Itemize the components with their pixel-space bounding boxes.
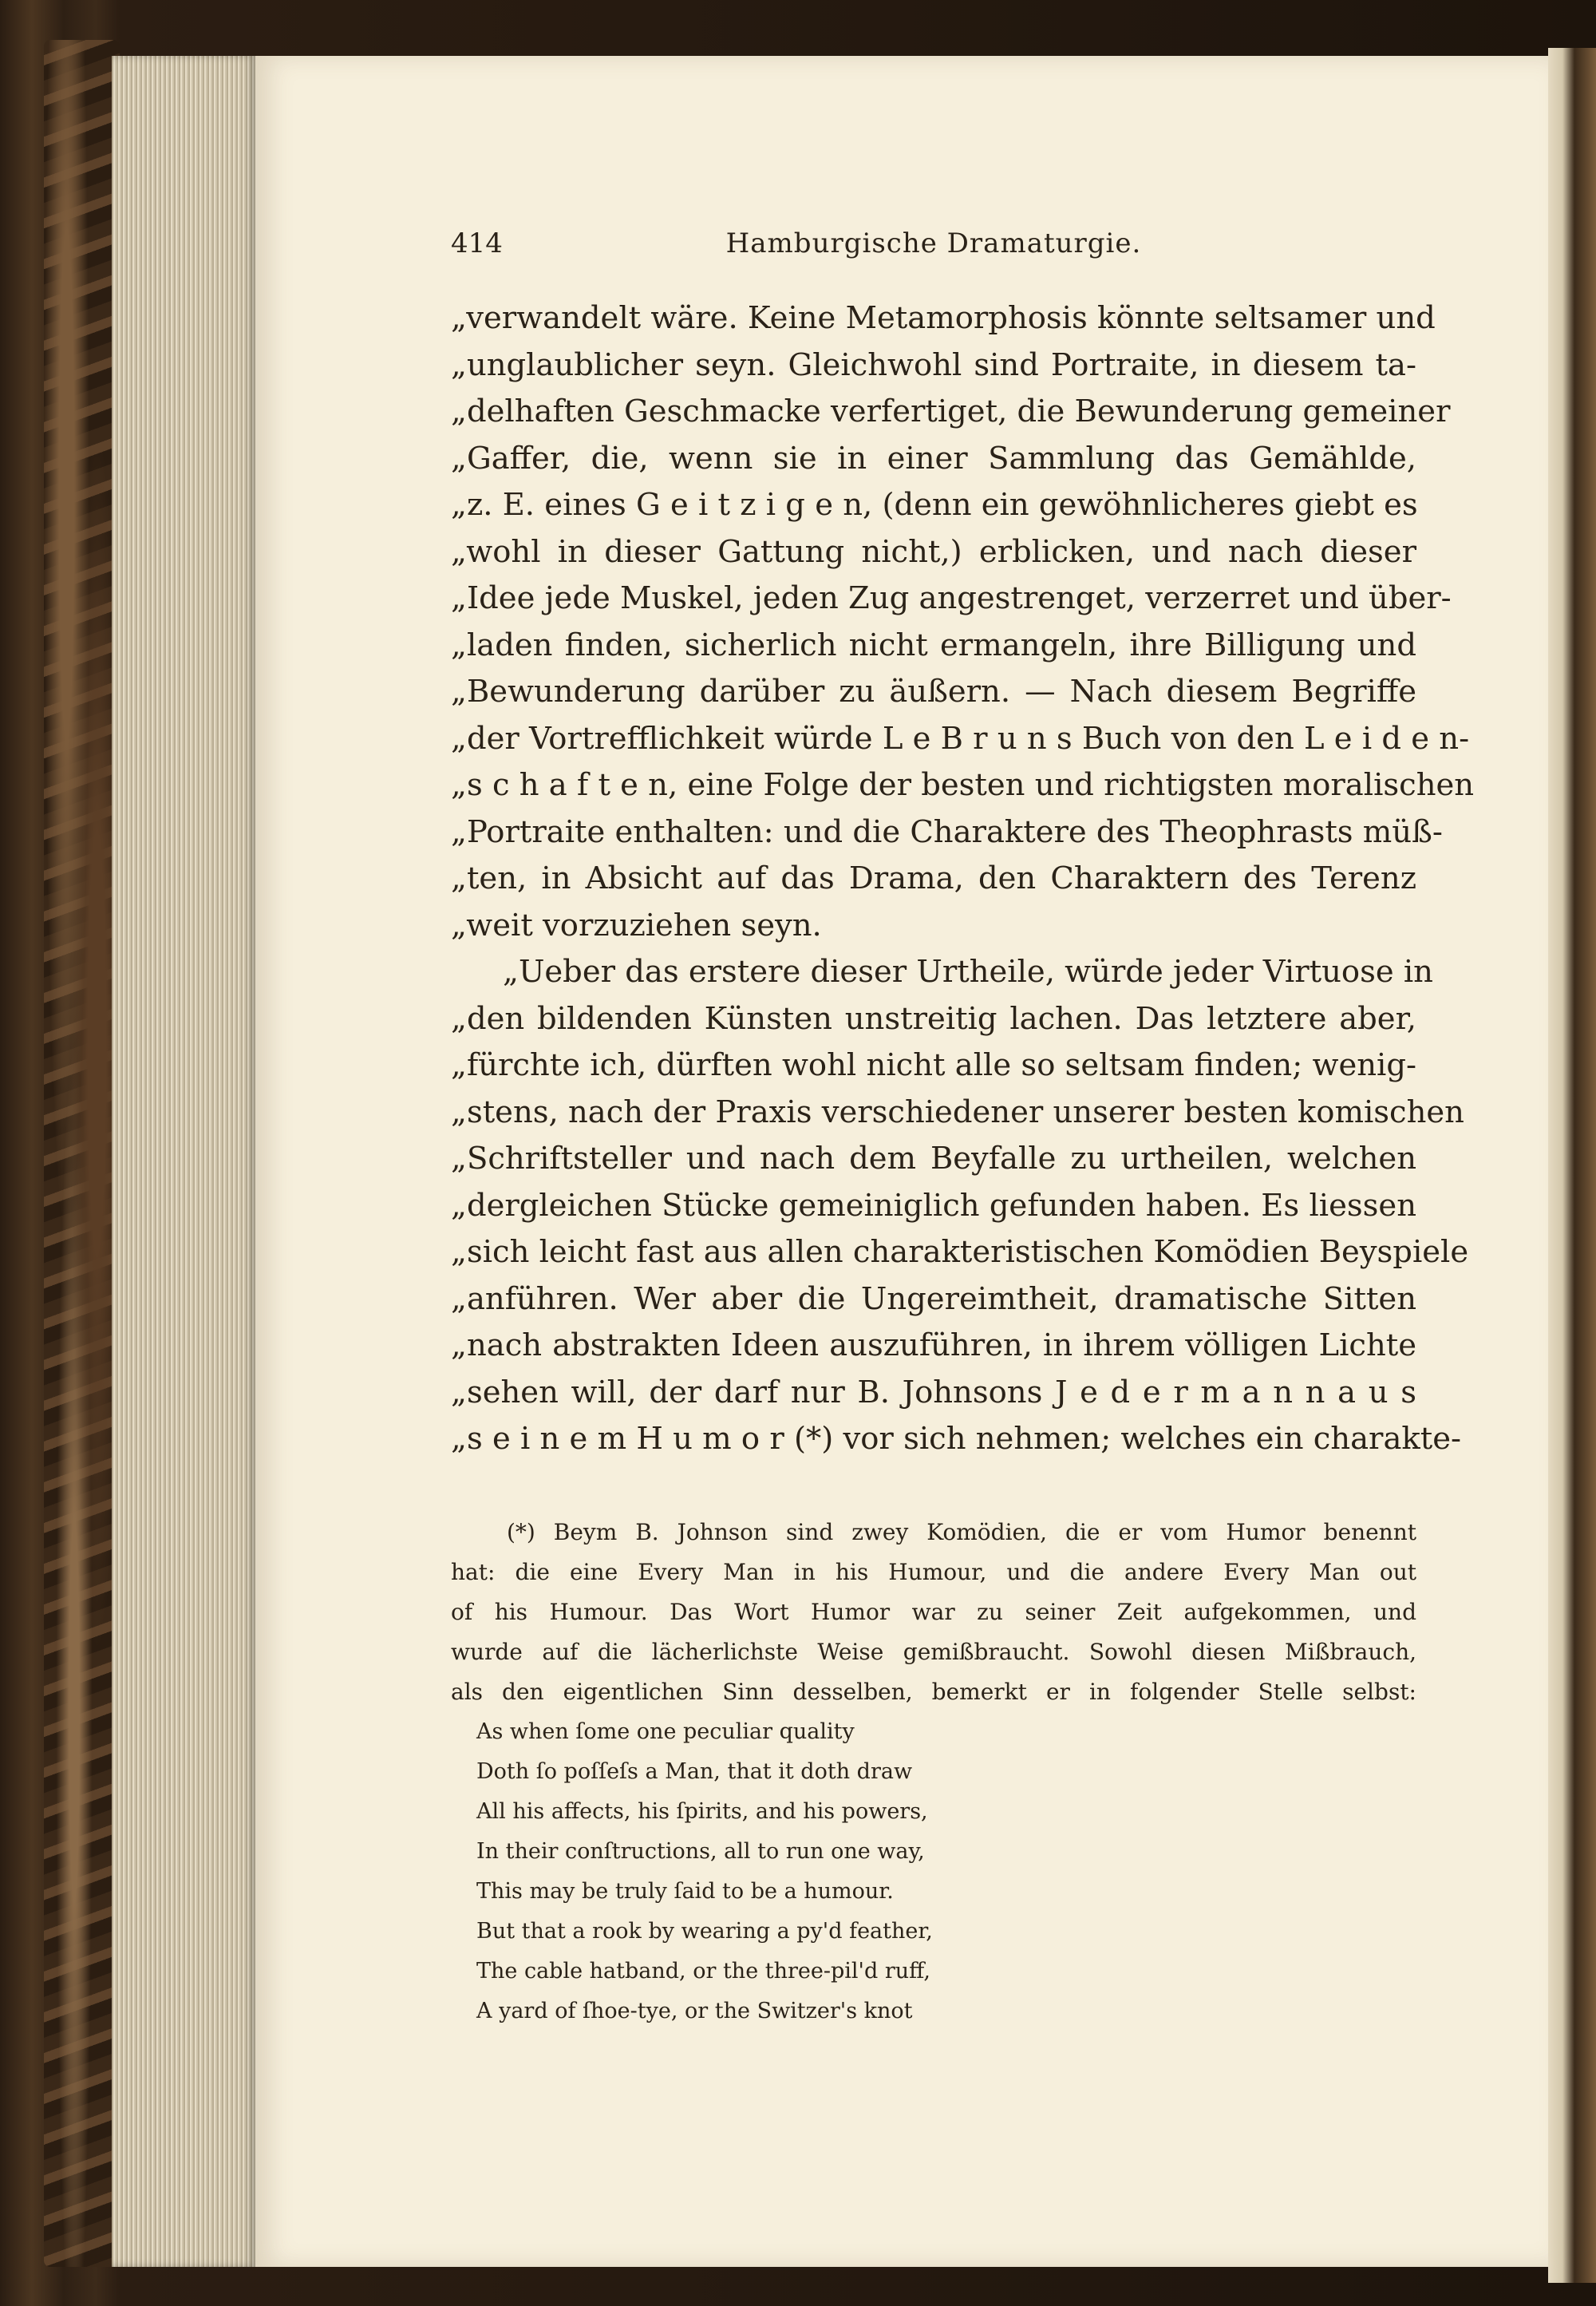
footnote xyxy=(451,1513,1416,2031)
text-line: „fürchte ich, dürften wohl nicht alle so seltsam finden; wenig- xyxy=(451,1047,1416,1083)
text-line: „s c h a f t e n, eine Folge der besten und richtigsten moralischen xyxy=(451,767,1475,803)
facing-page-edge xyxy=(1548,48,1596,2283)
text-line: „delhaften Geschmacke verfertiget, die Bewunderung gemeiner xyxy=(451,394,1451,429)
text-line: „stens, nach der Praxis verschiedener unserer besten komischen xyxy=(451,1094,1464,1130)
footnote-line: (*) Beym B. Johnson sind zwey Komödien, die er vom Humor benennt xyxy=(507,1519,1416,1545)
text-line: „Ueber das erstere dieser Urtheile, würde jeder Virtuose in xyxy=(503,954,1433,990)
verse-line: This may be truly ſaid to be a humour. xyxy=(476,1879,894,1904)
verse-line: All his affects, his ſpirits, and his powers, xyxy=(476,1799,928,1824)
verse-quote xyxy=(451,1712,1416,2031)
text-line: „verwandelt wäre. Keine Metamorphosis könnte seltsamer und xyxy=(451,300,1436,336)
text-line: „sehen will, der darf nur B. Johnsons J e d e r m a n n a u s xyxy=(451,1374,1416,1410)
verse-line: The cable hatband, or the three-pil'd ruff, xyxy=(476,1959,930,1984)
running-title: Hamburgische Dramaturgie. xyxy=(725,227,1142,259)
page-number: 414 xyxy=(451,227,503,259)
page-header xyxy=(451,227,1416,267)
footnote-line: of his Humour. Das Wort Humor war zu seiner Zeit aufgekommen, und xyxy=(451,1599,1416,1625)
footnote-line: als den eigentlichen Sinn desselben, bemerkt er in folgender Stelle selbst: xyxy=(451,1679,1416,1705)
text-line: „Gaffer, die, wenn sie in einer Sammlung das Gemählde, xyxy=(451,440,1416,477)
text-line: „unglaublicher seyn. Gleichwohl sind Portraite, in diesem ta- xyxy=(451,346,1416,383)
text-line: „sich leicht fast aus allen charakteristischen Komödien Beyspiele xyxy=(451,1234,1469,1270)
text-line: „z. E. eines G e i t z i g e n, (denn ein gewöhnlicheres giebt es xyxy=(451,487,1418,523)
text-line: „dergleichen Stücke gemeiniglich gefunden haben. Es liessen xyxy=(451,1187,1416,1224)
text-line: „anführen. Wer aber die Ungereimtheit, dramatische Sitten xyxy=(451,1280,1416,1317)
text-line: „s e i n e m H u m o r (*) vor sich nehmen; welches ein charakte- xyxy=(451,1421,1461,1457)
main-text xyxy=(451,295,1475,1463)
verse-line: As when ſome one peculiar quality xyxy=(476,1719,855,1744)
text-line: „Idee jede Muskel, jeden Zug angestrenget, verzerret und über- xyxy=(451,580,1452,616)
text-line: „wohl in dieser Gattung nicht,) erblicken, und nach dieser xyxy=(451,533,1416,570)
text-line: „Portraite enthalten: und die Charaktere des Theophrasts müß- xyxy=(451,813,1443,850)
footnote-line: hat: die eine Every Man in his Humour, und die andere Every Man out xyxy=(451,1559,1416,1585)
text-line: „laden finden, sicherlich nicht ermangeln, ihre Billigung und xyxy=(451,627,1416,663)
verse-line: In their conſtructions, all to run one way, xyxy=(476,1839,925,1864)
text-line: „nach abstrakten Ideen auszuführen, in ihrem völligen Lichte xyxy=(451,1327,1416,1363)
text-line: „den bildenden Künsten unstreitig lachen. Das letztere aber, xyxy=(451,1000,1416,1037)
verse-line: A yard of ſhoe-tye, or the Switzer's knot xyxy=(476,1999,913,2023)
verse-line: But that a rook by wearing a py'd feather, xyxy=(476,1919,933,1944)
text-line: „weit vorzuziehen seyn. xyxy=(451,907,822,943)
text-line: „Bewunderung darüber zu äußern. — Nach diesem Begriffe xyxy=(451,674,1416,710)
page-block-edges xyxy=(112,56,255,2267)
marbled-cover-edge xyxy=(44,40,120,2267)
footnote-line: wurde auf die lächerlichste Weise gemißbraucht. Sowohl diesen Mißbrauch, xyxy=(451,1639,1416,1665)
text-line: „der Vortrefflichkeit würde L e B r u n s Buch von den L e i d e n- xyxy=(451,720,1470,757)
text-line: „Schriftsteller und nach dem Beyfalle zu urtheilen, welchen xyxy=(451,1141,1416,1177)
text-line: „ten, in Absicht auf das Drama, den Charaktern des Terenz xyxy=(451,860,1416,896)
verse-line: Doth ſo poſſeſs a Man, that it doth draw xyxy=(476,1759,913,1784)
